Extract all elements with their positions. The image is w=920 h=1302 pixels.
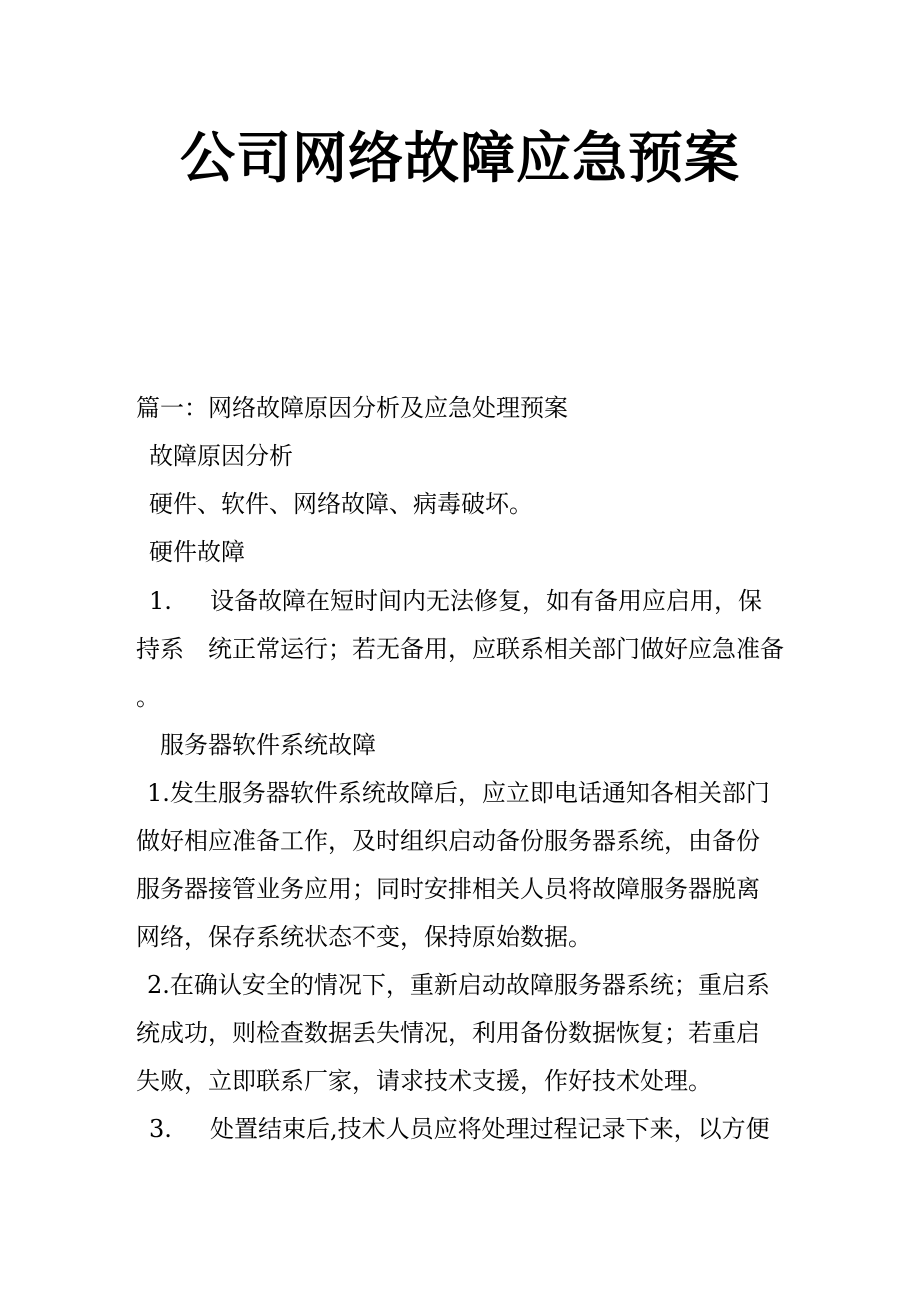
server-item-1-line-4: 网络，保存系统状态不变，保持原始数据。 <box>136 923 592 951</box>
list-item-text: 设备故障在短时间内无法修复，如有备用应启用，保 <box>210 587 762 615</box>
subheading-server-software-fault: 服务器软件系统故障 <box>160 731 376 759</box>
hardware-item-1-line-1 <box>149 585 762 617</box>
subheading-hardware-fault: 硬件故障 <box>149 538 245 566</box>
section-heading: 篇一：网络故障原因分析及应急处理预案 <box>136 394 568 422</box>
list-number: 1. <box>149 587 172 615</box>
server-item-1-line-1: 1.发生服务器软件系统故障后，应立即电话通知各相关部门 <box>147 779 770 807</box>
server-item-1-line-2: 做好相应准备工作，及时组织启动备份服务器系统，由备份 <box>136 827 760 855</box>
hardware-item-1-line-2: 持系 统正常运行；若无备用，应联系相关部门做好应急准备 <box>136 635 784 663</box>
list-number: 3. <box>149 1115 172 1143</box>
server-item-3-line-1 <box>149 1113 770 1145</box>
server-item-2-line-3: 失败，立即联系厂家，请求技术支援，作好技术处理。 <box>136 1067 712 1095</box>
hardware-item-1-line-3: 。 <box>136 683 160 711</box>
cause-summary: 硬件、软件、网络故障、病毒破坏。 <box>149 490 533 518</box>
list-item-text: 处置结束后,技术人员应将处理过程记录下来，以方便 <box>210 1115 770 1143</box>
server-item-2-line-2: 统成功，则检查数据丢失情况，利用备份数据恢复；若重启 <box>136 1019 760 1047</box>
document-title: 公司网络故障应急预案 <box>179 126 740 190</box>
server-item-2-line-1: 2.在确认安全的情况下，重新启动故障服务器系统；重启系 <box>147 971 770 999</box>
server-item-1-line-3: 服务器接管业务应用；同时安排相关人员将故障服务器脱离 <box>136 875 760 903</box>
subheading-cause-analysis: 故障原因分析 <box>149 442 293 470</box>
